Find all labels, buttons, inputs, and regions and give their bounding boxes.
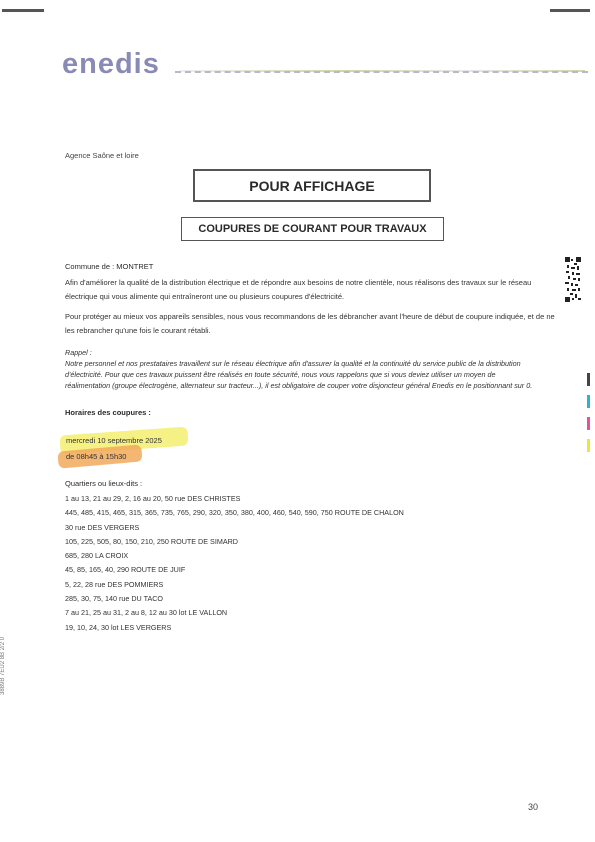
- rappel-label: Rappel :: [65, 348, 92, 357]
- scan-mark-top-right: [550, 9, 590, 12]
- address-item: 30 rue DES VERGERS: [65, 522, 140, 532]
- page-number: 30: [528, 802, 539, 812]
- color-mark-dark: [587, 373, 590, 386]
- title-text: POUR AFFICHAGE: [249, 177, 375, 194]
- print-color-marks: [587, 373, 590, 461]
- subtitle-box: [181, 217, 444, 241]
- address-item: 105, 225, 505, 80, 150, 210, 250 ROUTE DE SIMARD: [65, 536, 238, 546]
- intro-paragraph: Afin d'améliorer la qualité de la distribution électrique et de répondre aux besoins de notre clientèle, nous réalisons des travaux sur le réseau électrique qui vous alimente qui entraîneront une ou plusieurs coupures d'électricité.: [65, 278, 532, 301]
- horaires-label: Horaires des coupures :: [65, 408, 151, 417]
- qr-code-icon: [565, 257, 581, 302]
- color-mark-yellow: [587, 439, 590, 452]
- subtitle-text: COUPURES DE COURANT POUR TRAVAUX: [198, 223, 427, 235]
- outage-date: mercredi 10 septembre 2025: [66, 436, 162, 445]
- title-box: [193, 169, 431, 202]
- address-list: [65, 492, 535, 635]
- color-mark-magenta: [587, 417, 590, 430]
- address-item: 19, 10, 24, 30 lot LES VERGERS: [65, 622, 172, 632]
- rappel-block: [65, 347, 535, 391]
- side-reference-text: 3889B 7EU2 8B 2/2 0: [0, 636, 6, 695]
- address-item: 7 au 21, 25 au 31, 2 au 8, 12 au 30 lot LE VALLON: [65, 608, 228, 618]
- agency-label: Agence Saône et loire: [65, 151, 139, 160]
- header-rule: [175, 71, 588, 73]
- advice-paragraph: Pour protéger au mieux vos appareils sensibles, nous vous recommandons de les débrancher avant l'heure de début de coupure indiquée, et de ne les rebrancher qu'une fois le courant rétabli.: [65, 312, 555, 335]
- rappel-text: Notre personnel et nos prestataires travaillent sur le réseau électrique afin d'assurer la qualité et la continuité du service public de la distribution d'électricité. Pour que ces travaux puissent être réalisés en toute sécurité, nous vous rappelons que si vous deviez utiliser un moyen de réalimentation (groupe électrogène, alternateur sur tracteur...), il est obligatoire de couper votre disjoncteur général Enedis en le positionnant sur 0.: [65, 359, 533, 390]
- address-item: 685, 280 LA CROIX: [65, 551, 129, 561]
- address-item: 1 au 13, 21 au 29, 2, 16 au 20, 50 rue DES CHRISTES: [65, 494, 241, 503]
- address-item: 5, 22, 28 rue DES POMMIERS: [65, 579, 164, 589]
- quartiers-label: Quartiers ou lieux-dits :: [65, 479, 143, 488]
- enedis-logo: enedis: [62, 48, 160, 80]
- color-mark-cyan: [587, 395, 590, 408]
- address-item: 445, 485, 415, 465, 315, 365, 735, 765, 290, 320, 350, 380, 400, 460, 540, 590, 750 ROUTE DE CHALON: [65, 508, 404, 518]
- address-item: 45, 85, 165, 40, 290 ROUTE DE JUIF: [65, 565, 186, 575]
- outage-time: de 08h45 à 15h30: [66, 452, 127, 461]
- scan-mark-top-left: [2, 9, 44, 12]
- address-item: 285, 30, 75, 140 rue DU TACO: [65, 594, 164, 604]
- commune-label: Commune de : MONTRET: [65, 262, 154, 271]
